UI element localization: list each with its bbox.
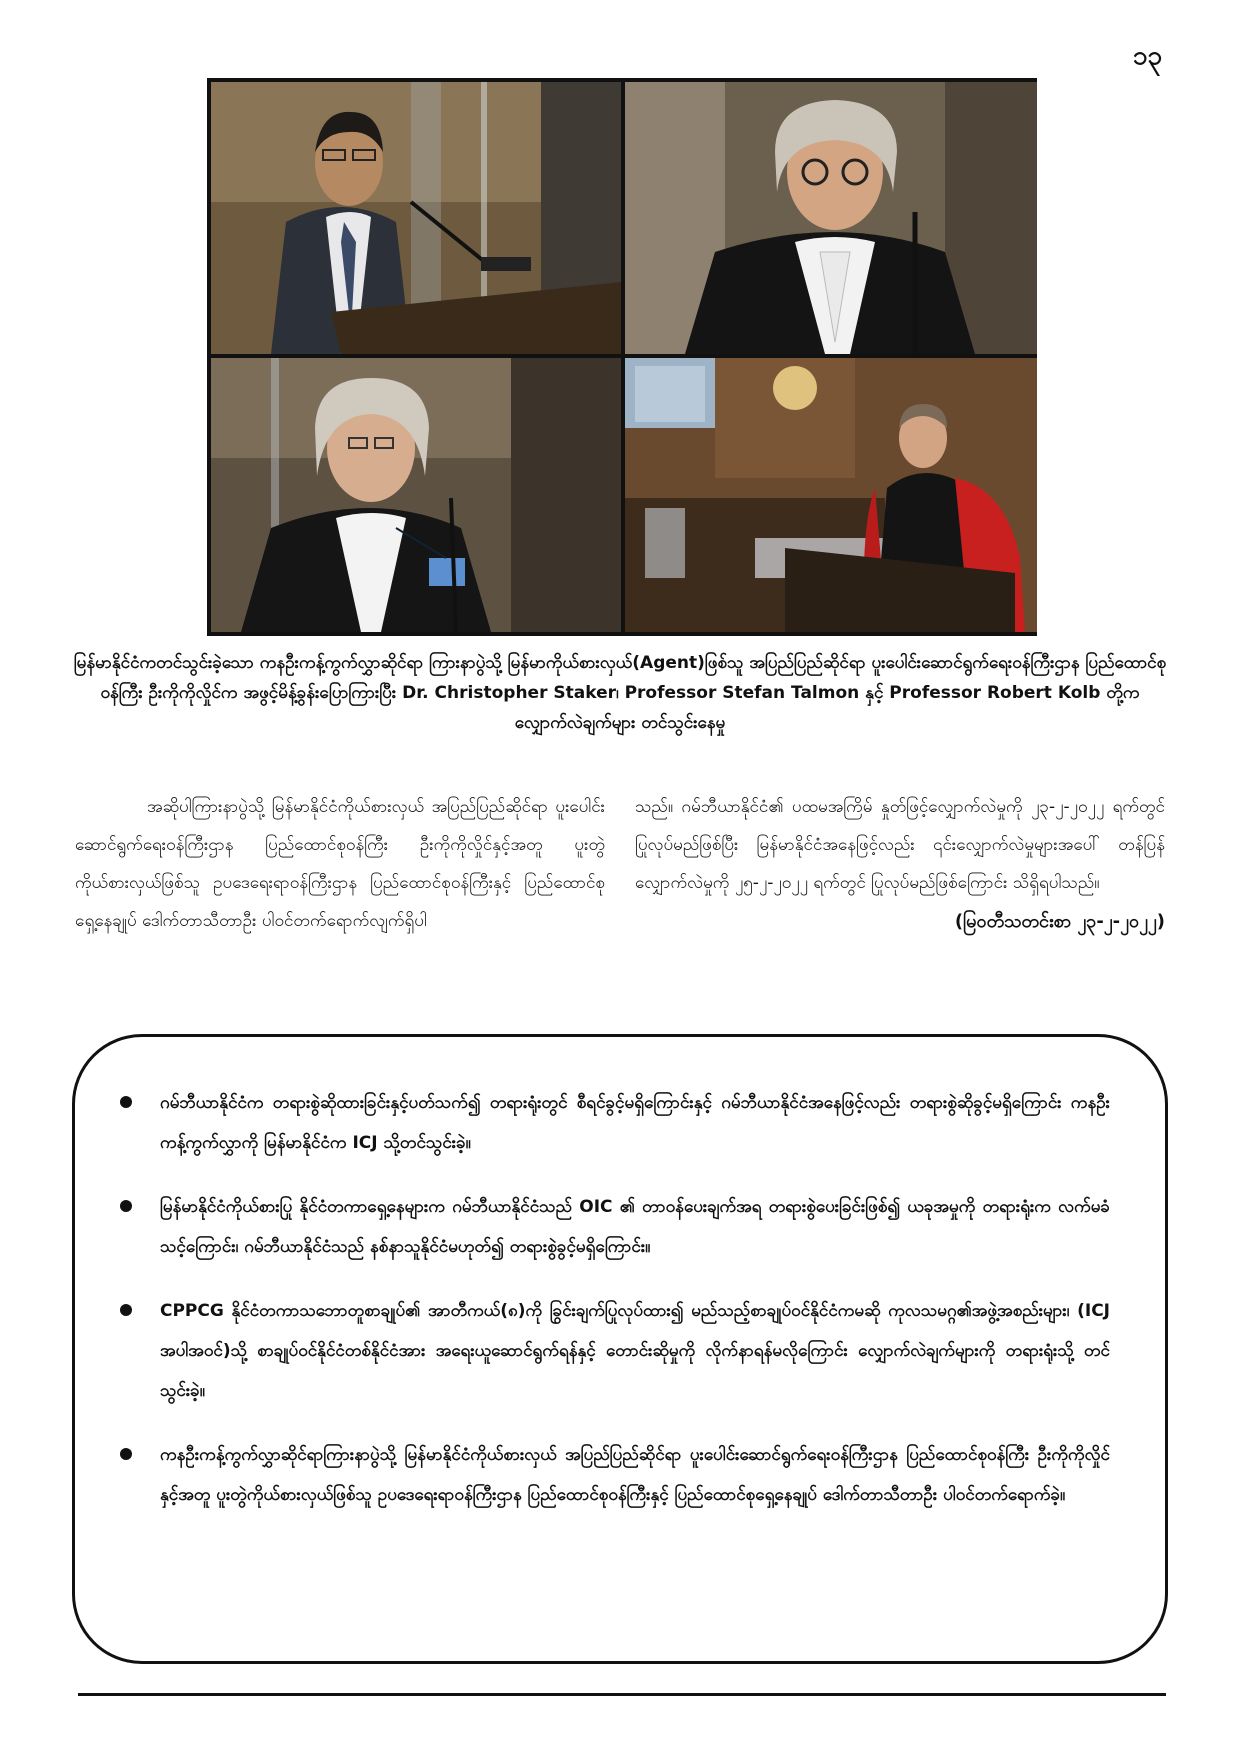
bullet-dot-icon (120, 1304, 132, 1316)
article-source: (မြဝတီသတင်းစာ ၂၃-၂-၂၀၂၂) (954, 911, 1165, 932)
article-paragraph-left: အဆိုပါကြားနာပွဲသို့ မြန်မာနိုင်ငံကိုယ်စားလှယ် အပြည်ပြည်ဆိုင်ရာ ပူးပေါင်းဆောင်ရွက်ရေးဝန်ကြီးဌာန ပြည်ထောင်စုဝန်ကြီး ဦးကိုကိုလှိုင်နှင့်အတူ ပူးတွဲကိုယ်စားလှယ်ဖြစ်သူ ဥပဒေရေးရာဝန်ကြီးဌာန ပြည်ထောင်စုဝန်ကြီးနှင့် ပြည်ထောင်စုရှေ့နေချုပ် ဒေါက်တာသီတာဦး ပါဝင်တက်ရောက်လျက်ရှိပါ (75, 797, 605, 931)
photo-barrister-staker (625, 82, 1037, 354)
bullet-dot-icon (120, 1200, 132, 1212)
article-paragraph-right: သည်။ ဂမ်ဘီယာနိုင်ငံ၏ ပထမအကြိမ် နှုတ်ဖြင့်လျှောက်လဲမှုကို ၂၃-၂-၂၀၂၂ ရက်တွင် ပြုလုပ်မည်ဖြစ်ပြီး မြန်မာနိုင်ငံအနေဖြင့်လည်း ၎င်းလျှောက်လဲမှုများအပေါ် တန်ပြန်လျှောက်လဲမှုကို ၂၅-၂-၂၀၂၂ ရက်တွင် ပြုလုပ်မည်ဖြစ်ကြောင်း သိရှိရပါသည်။ (635, 797, 1165, 893)
article-body (75, 788, 1165, 942)
bullet-dot-icon (120, 1096, 132, 1108)
page-number: ၁၃ (1132, 41, 1162, 71)
article-column-left (75, 788, 605, 942)
highlight-item (120, 1291, 1110, 1411)
photo-agent-speaking (211, 82, 621, 354)
highlight-text: CPPCG နိုင်ငံတကာသဘောတူစာချုပ်၏ အာတီကယ်(၈)ကို ခြွင်းချက်ပြုလုပ်ထား၍ မည်သည့်စာချုပ်ဝင်နိုင်ငံကမဆို ကုလသမဂ္ဂ၏အဖွဲ့အစည်းများ၊ (ICJ အပါအဝင်)သို့ စာချုပ်ဝင်နိုင်ငံတစ်နိုင်ငံအား အရေးယူဆောင်ရွက်ရန်နှင့် တောင်းဆိုမှုကို လိုက်နာရန်မလိုကြောင်း လျှောက်လဲချက်များကို တရားရုံးသို့ တင်သွင်းခဲ့။ (160, 1301, 1110, 1401)
highlight-item (120, 1187, 1110, 1267)
highlight-item (120, 1083, 1110, 1163)
highlight-text: ဂမ်ဘီယာနိုင်ငံက တရားစွဲဆိုထားခြင်းနှင့်ပတ်သက်၍ တရားရုံးတွင် စီရင်ခွင့်မရှိကြောင်းနှင့် ဂမ်ဘီယာနိုင်ငံအနေဖြင့်လည်း တရားစွဲဆိုခွင့်မရှိကြောင်း ကနဦးကန့်ကွက်လွှာကို မြန်မာနိုင်ငံက ICJ သို့တင်သွင်းခဲ့။ (160, 1093, 1110, 1153)
highlight-text: ကနဦးကန့်ကွက်လွှာဆိုင်ရာကြားနာပွဲသို့ မြန်မာနိုင်ငံကိုယ်စားလှယ် အပြည်ပြည်ဆိုင်ရာ ပူးပေါင်းဆောင်ရွက်ရေးဝန်ကြီးဌာန ပြည်ထောင်စုဝန်ကြီး ဦးကိုကိုလှိုင်နှင့်အတူ ပူးတွဲကိုယ်စားလှယ်ဖြစ်သူ ဥပဒေရေးရာဝန်ကြီးဌာန ပြည်ထောင်စုဝန်ကြီးနှင့် ပြည်ထောင်စုရှေ့နေချုပ် ဒေါက်တာသီတာဦး ပါဝင်တက်ရောက်ခဲ့။ (160, 1445, 1110, 1505)
bullet-dot-icon (120, 1448, 132, 1460)
article-column-right (635, 788, 1165, 942)
photo-barrister-talmon (211, 358, 621, 632)
photo-collage (207, 78, 1037, 636)
highlight-text: မြန်မာနိုင်ငံကိုယ်စားပြု နိုင်ငံတကာရှေ့နေများက ဂမ်ဘီယာနိုင်ငံသည် OIC ၏ တာဝန်ပေးချက်အရ တရားစွဲပေးခြင်းဖြစ်၍ ယခုအမှုကို တရားရုံးက လက်မခံသင့်ကြောင်း၊ ဂမ်ဘီယာနိုင်ငံသည် နစ်နာသူနိုင်ငံမဟုတ်၍ တရားစွဲခွင့်မရှိကြောင်း။ (160, 1197, 1110, 1257)
photo-courtroom-kolb (625, 358, 1037, 632)
photo-caption: မြန်မာနိုင်ငံကတင်သွင်းခဲ့သော ကနဦးကန့်ကွက်လွှာဆိုင်ရာ ကြားနာပွဲသို့ မြန်မာကိုယ်စားလှယ်(Agent)ဖြစ်သူ အပြည်ပြည်ဆိုင်ရာ ပူးပေါင်းဆောင်ရွက်ရေးဝန်ကြီးဌာန ပြည်ထောင်စုဝန်ကြီး ဦးကိုကိုလှိုင်က အဖွင့်မိန့်ခွန်းပြောကြားပြီး Dr. Christopher Staker၊ Professor Stefan Talmon နှင့် Professor Robert Kolb တို့က လျှောက်လဲချက်များ တင်သွင်းနေမှု (73, 653, 1167, 733)
highlight-item (120, 1435, 1110, 1515)
bottom-divider (78, 1693, 1166, 1696)
highlights-list (120, 1083, 1110, 1539)
highlights-box (72, 1034, 1168, 1664)
